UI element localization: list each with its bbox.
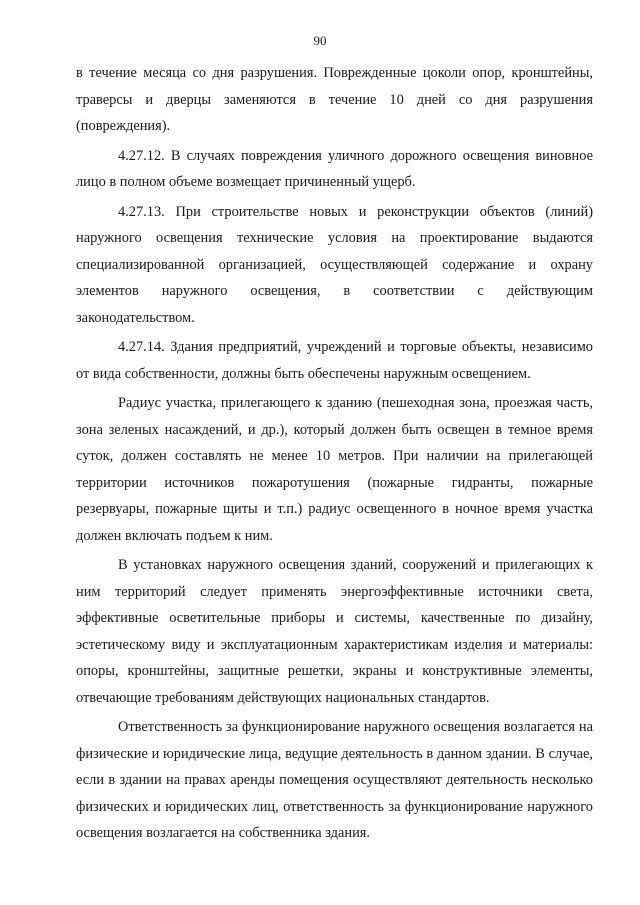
paragraph-4-27-13: 4.27.13. При строительстве новых и реконструкции объектов (линий) наружного освещения технические условия на проектирование выдаются специализированной организацией, осуществляющей содержание и охрану элементов наружного освещения, в соответствии с действующим законодательством. bbox=[76, 203, 593, 326]
paragraph-lighting-installations: В установках наружного освещения зданий, сооружений и прилегающих к ним территорий следует применять энергоэффективные источники света, эффективные осветительные приборы и системы, качественные по дизайну, эстетическому виду и эксплуатационным характеристикам изделия и материалы: опоры, кронштейны, защитные решетки, экраны и конструктивные элементы, отвечающие требованиям действующих национальных стандартов. bbox=[76, 557, 593, 706]
document-body bbox=[76, 60, 593, 847]
paragraph-4-27-14: 4.27.14. Здания предприятий, учреждений и торговые объекты, независимо от вида собственности, должны быть обеспечены наружным освещением. bbox=[76, 339, 593, 382]
paragraph-4-27-12: 4.27.12. В случаях повреждения уличного дорожного освещения виновное лицо в полном объеме возмещает причиненный ущерб. bbox=[76, 147, 593, 190]
paragraph-continuation: в течение месяца со дня разрушения. Поврежденные цоколи опор, кронштейны, траверсы и дверцы заменяются в течение 10 дней со дня разрушения (повреждения). bbox=[76, 65, 593, 134]
page-number: 90 bbox=[313, 33, 327, 48]
paragraph-lighting-radius: Радиус участка, прилегающего к зданию (пешеходная зона, проезжая часть, зона зеленых насаждений, и др.), который должен быть освещен в темное время суток, должен составлять не менее 10 метров. При наличии на прилегающей территории источников пожаротушения (пожарные гидранты, пожарные резервуары, пожарные щиты и т.п.) радиус освещенного в ночное время участка должен включать подъем к ним. bbox=[76, 395, 593, 544]
paragraph-responsibility: Ответственность за функционирование наружного освещения возлагается на физические и юридические лица, ведущие деятельность в данном здании. В случае, если в здании на правах аренды помещения осуществляют деятельность несколько физических и юридических лиц, ответственность за функционирование наружного освещения возлагается на собственника здания. bbox=[76, 719, 593, 841]
